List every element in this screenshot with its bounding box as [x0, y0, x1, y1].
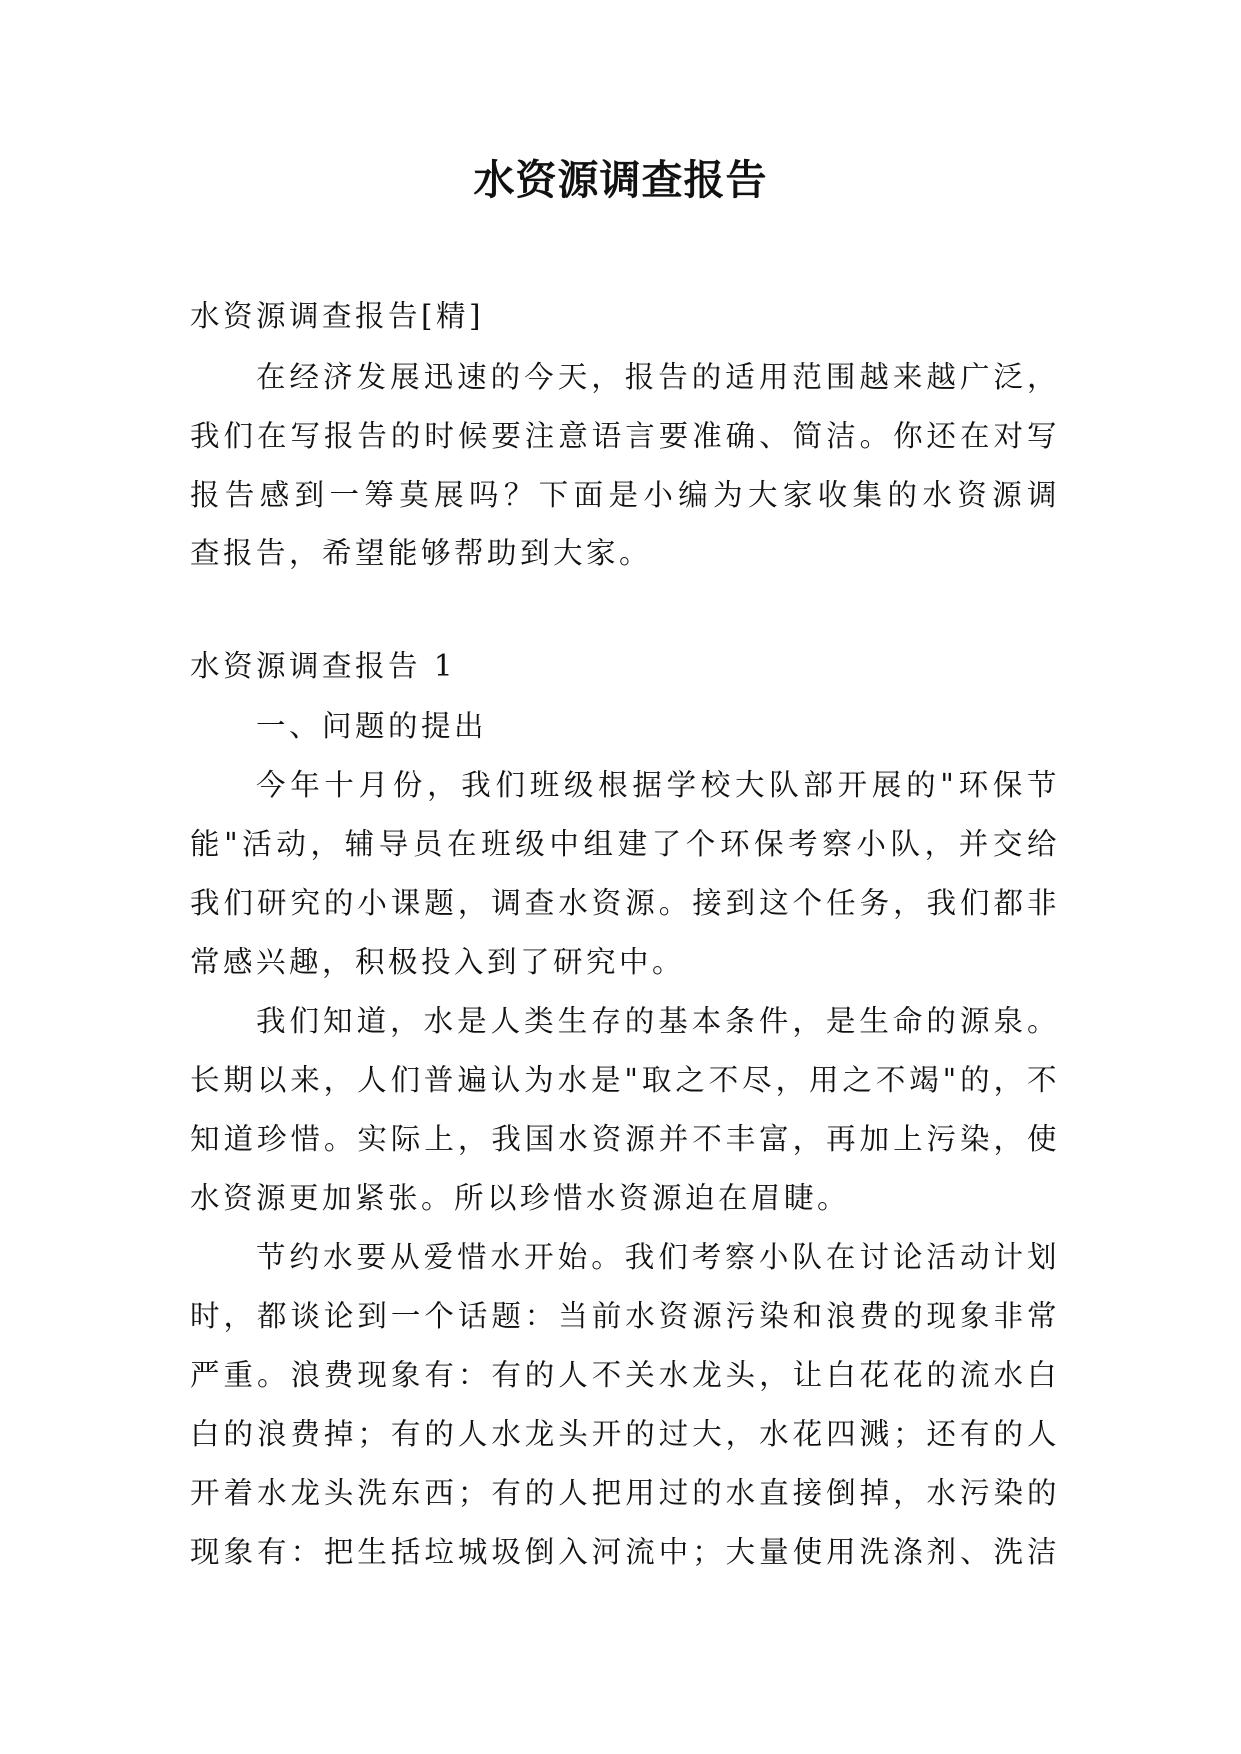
paragraph-line: 严重。浪费现象有：有的人不关水龙头，让白花花的流水白: [190, 1358, 1060, 1392]
paragraph-line: 现象有：把生括垃城圾倒入河流中；大量使用洗涤剂、洗洁: [190, 1535, 1060, 1569]
paragraph-line: 我们知道，水是人类生存的基本条件，是生命的源泉。: [256, 1004, 1060, 1038]
subsection-heading: 一、问题的提出: [256, 709, 488, 743]
paragraph-line: 在经济发展迅速的今天，报告的适用范围越来越广泛，: [256, 360, 1060, 394]
paragraph-line: 报告感到一筹莫展吗？下面是小编为大家收集的水资源调: [190, 478, 1060, 512]
paragraph-line: 我们在写报告的时候要注意语言要准确、简洁。你还在对写: [190, 419, 1060, 453]
paragraph-line: 白的浪费掉；有的人水龙头开的过大，水花四溅；还有的人: [190, 1417, 1060, 1451]
paragraph-line: 今年十月份，我们班级根据学校大队部开展的"环保节: [256, 768, 1060, 802]
paragraph-line: 节约水要从爱惜水开始。我们考察小队在讨论活动计划: [256, 1240, 1060, 1274]
paragraph-line: 我们研究的小课题，调查水资源。接到这个任务，我们都非: [190, 886, 1060, 920]
document-title: 水资源调查报告: [473, 156, 768, 204]
paragraph-line: 水资源更加紧张。所以珍惜水资源迫在眉睫。: [190, 1181, 851, 1215]
subtitle-line: 水资源调查报告[精]: [190, 299, 485, 333]
paragraph-line: 能"活动，辅导员在班级中组建了个环保考察小队，并交给: [190, 827, 1060, 861]
paragraph-line: 知道珍惜。实际上，我国水资源并不丰富，再加上污染，使: [190, 1122, 1060, 1156]
section-heading: 水资源调查报告 1: [190, 649, 457, 683]
paragraph-line: 时，都谈论到一个话题：当前水资源污染和浪费的现象非常: [190, 1299, 1060, 1333]
paragraph-line: 开着水龙头洗东西；有的人把用过的水直接倒掉，水污染的: [190, 1476, 1060, 1510]
paragraph-line: 长期以来，人们普遍认为水是"取之不尽，用之不竭"的，不: [190, 1063, 1060, 1097]
paragraph-line: 查报告，希望能够帮助到大家。: [190, 536, 653, 570]
paragraph-line: 常感兴趣，积极投入到了研究中。: [190, 945, 686, 979]
